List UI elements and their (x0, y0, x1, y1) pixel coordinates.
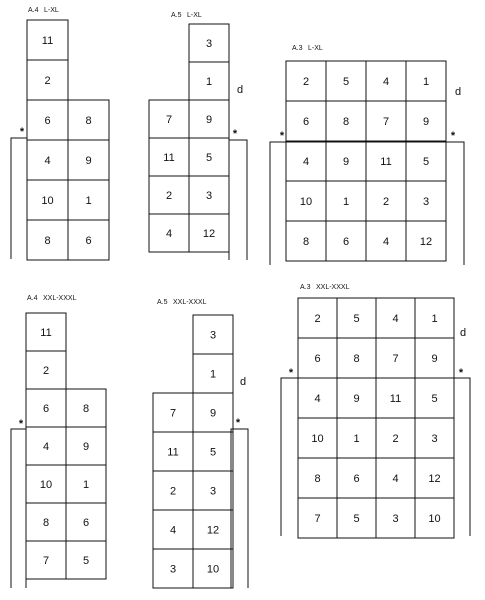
chart-5-r2-c1-number: 9 (353, 393, 360, 405)
chart-3-c1-r6-number: 5 (82, 555, 90, 567)
chart-1-c0-r5-number: 4 (165, 228, 173, 240)
chart-0-c0-r1-number: 2 (44, 75, 51, 87)
chart-3-c1-r2-number: 8 (82, 403, 90, 415)
chart-5-r4-c3-number: 12 (428, 473, 441, 485)
chart-1-c1-r3-number: 5 (205, 152, 213, 164)
chart-0-repeat-star-left: * (19, 126, 25, 138)
chart-4-c1-r3-number: 5 (209, 446, 217, 459)
chart-5-r5-c3-number: 10 (428, 513, 441, 525)
chart-4-c0-r5-number: 4 (169, 524, 177, 537)
chart-4-c0-r6-number: 3 (169, 563, 177, 576)
chart-3-c0-r3-number: 4 (42, 441, 50, 453)
chart-3-c0-r4-number: 10 (39, 479, 53, 491)
chart-1-repeat-bracket (229, 140, 247, 260)
chart-4-size: XXL-XXXL (173, 299, 207, 306)
chart-2-d-mark: d (455, 86, 462, 98)
chart-1-c0-r3-number: 11 (163, 152, 175, 164)
chart-1-c0-r4-number: 2 (165, 190, 173, 202)
chart-2-code: A.3 (292, 45, 303, 52)
chart-0-c0-r5-number: 8 (44, 235, 51, 247)
chart-4-c0-r4-number: 2 (169, 485, 177, 498)
chart-4-c0-r3-number: 11 (167, 446, 179, 459)
chart-1-d-mark: d (237, 84, 244, 96)
chart-4-c1-r1-number: 1 (209, 368, 217, 381)
chart-0-code: A.4 (28, 7, 39, 14)
chart-4-code: A.5 (157, 299, 168, 306)
chart-5-r0-c2-number: 4 (392, 313, 399, 325)
chart-5-r5-c2-number: 3 (392, 513, 399, 525)
chart-1-c1-r0-number: 3 (205, 38, 213, 50)
chart-2-r2-c1-number: 9 (342, 156, 350, 168)
chart-5-r2-c3-number: 5 (431, 393, 438, 405)
chart-5-r1-c2-number: 7 (392, 353, 399, 365)
chart-3-c1-r4-number: 1 (82, 479, 90, 491)
chart-2-size: L-XL (308, 45, 323, 52)
chart-2-r2-c0-number: 4 (302, 156, 310, 168)
chart-5-r4-c1-number: 6 (353, 473, 360, 485)
chart-5-d-mark: d (460, 327, 467, 339)
chart-5-r2-c2-number: 11 (389, 393, 402, 405)
chart-3-c0-r6-number: 7 (42, 555, 50, 567)
chart-5-r3-c0-number: 10 (311, 433, 324, 445)
chart-3-size: XXL-XXXL (43, 295, 77, 302)
chart-4-repeat-bracket (231, 429, 248, 588)
chart-3-c0-r5-number: 8 (42, 517, 50, 529)
chart-5-r5-c1-number: 5 (353, 513, 360, 525)
chart-2-r1-c1-number: 8 (342, 116, 350, 128)
chart-5-r0-c0-number: 2 (314, 313, 321, 325)
chart-1-c0-r2-number: 7 (165, 114, 173, 126)
chart-4-c1-r0-number: 3 (209, 329, 217, 342)
chart-2-r2-c3-number: 5 (422, 156, 430, 168)
chart-5-r1-c3-number: 9 (431, 353, 438, 365)
chart-2-repeat-star-right: * (450, 130, 456, 142)
chart-4-c1-r5-number: 12 (206, 524, 220, 537)
chart-2-r1-c2-number: 7 (382, 116, 390, 128)
chart-0-c0-r0-number: 11 (41, 35, 54, 47)
chart-5-r0-c3-number: 1 (431, 313, 438, 325)
chart-1-size: L-XL (187, 12, 202, 19)
chart-2-r4-c3-number: 12 (419, 236, 433, 248)
chart-3-code: A.4 (27, 295, 38, 302)
chart-4-d-mark: d (240, 376, 247, 388)
chart-2-r0-c2-number: 4 (382, 76, 390, 88)
chart-3-c0-r0-number: 11 (40, 327, 52, 339)
chart-0-c1-r4-number: 1 (85, 195, 92, 207)
chart-0-c0-r2-number: 6 (44, 115, 51, 127)
chart-0-c1-r3-number: 9 (85, 155, 92, 167)
chart-3-c1-r5-number: 6 (82, 517, 90, 529)
chart-3-repeat-star-left: * (18, 418, 24, 430)
chart-3-c0-r1-number: 2 (42, 365, 50, 377)
chart-1-c1-r2-number: 9 (205, 114, 213, 126)
chart-5-size: XXL-XXXL (316, 284, 350, 291)
chart-2-r1-c3-number: 9 (422, 116, 430, 128)
chart-5-r5-c0-number: 7 (314, 513, 321, 525)
chart-2-repeat-star-left: * (279, 130, 285, 142)
chart-2-r0-c3-number: 1 (422, 76, 430, 88)
chart-5-r2-c0-number: 4 (314, 393, 321, 405)
chart-0-c1-r2-number: 8 (85, 115, 92, 127)
chart-2-r2-c2-number: 11 (380, 156, 392, 168)
chart-2-r3-c3-number: 3 (422, 196, 430, 208)
chart-2-r1-c0-number: 6 (302, 116, 310, 128)
chart-5-r3-c3-number: 3 (431, 433, 438, 445)
chart-1-c1-r5-number: 12 (202, 228, 216, 240)
chart-5-code: A.3 (300, 284, 311, 291)
chart-4-c0-r2-number: 7 (169, 407, 177, 420)
chart-5-repeat-star-left: * (288, 367, 294, 379)
chart-5-r1-c1-number: 8 (353, 353, 360, 365)
chart-5-r1-c0-number: 6 (314, 353, 321, 365)
chart-5-r3-c2-number: 2 (392, 433, 399, 445)
chart-1-c1-r4-number: 3 (205, 190, 213, 202)
chart-4-c1-r6-number: 10 (206, 563, 220, 576)
chart-2-r4-c1-number: 6 (342, 236, 350, 248)
chart-4-repeat-star-left: * (235, 417, 241, 429)
chart-5-r0-c1-number: 5 (353, 313, 360, 325)
chart-5-r4-c2-number: 4 (392, 473, 399, 485)
chart-2-r3-c0-number: 10 (299, 196, 313, 208)
chart-3-c1-r3-number: 9 (82, 441, 90, 453)
chart-5-r3-c1-number: 1 (353, 433, 360, 445)
chart-0-repeat-bracket (11, 138, 27, 259)
chart-2-r3-c2-number: 2 (382, 196, 390, 208)
chart-3-repeat-bracket (11, 429, 26, 588)
chart-3-c0-r2-number: 6 (42, 403, 50, 415)
chart-5-repeat-star-right: * (458, 367, 464, 379)
chart-5-r4-c0-number: 8 (314, 473, 321, 485)
chart-2-r4-c0-number: 8 (302, 236, 310, 248)
chart-2-r3-c1-number: 1 (342, 196, 350, 208)
chart-2-r0-c1-number: 5 (342, 76, 350, 88)
chart-1-code: A.5 (171, 12, 182, 19)
chart-4-c1-r2-number: 9 (209, 407, 217, 420)
chart-0-c0-r4-number: 10 (41, 195, 54, 207)
chart-0-c0-r3-number: 4 (44, 155, 51, 167)
chart-1-repeat-star-left: * (232, 128, 238, 140)
chart-2-r4-c2-number: 4 (382, 236, 390, 248)
chart-1-c1-r1-number: 1 (205, 76, 213, 88)
chart-0-size: L-XL (44, 7, 59, 14)
chart-4-c1-r4-number: 3 (209, 485, 217, 498)
chart-0-c1-r5-number: 6 (85, 235, 92, 247)
chart-2-r0-c0-number: 2 (302, 76, 310, 88)
